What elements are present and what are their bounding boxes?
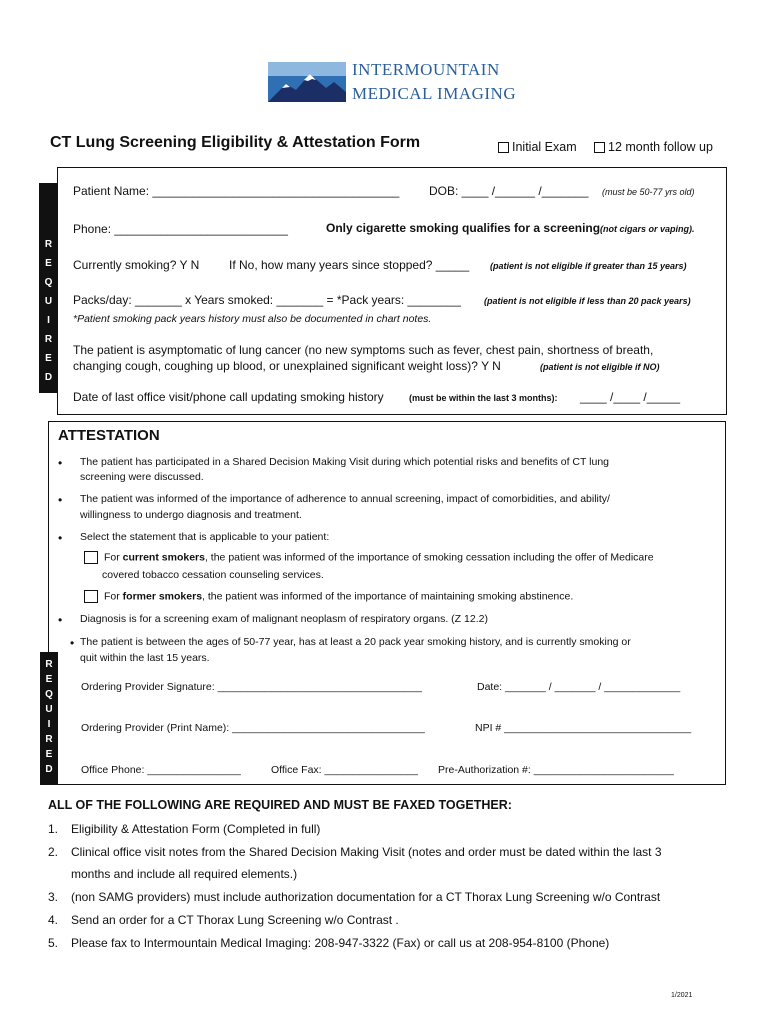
current-smoker-checkbox[interactable] bbox=[84, 551, 98, 564]
former-smoker-option[interactable]: For former smokers, the patient was informed of the importance of maintaining smoking abstinence. bbox=[84, 590, 573, 603]
pack-years-note: (patient is not eligible if less than 20 pack years) bbox=[484, 296, 691, 306]
current-smoker-option-line2: covered tobacco cessation counseling services. bbox=[102, 569, 324, 581]
currently-smoking-field[interactable]: Currently smoking? Y N bbox=[73, 258, 200, 272]
initial-exam-option[interactable] bbox=[498, 140, 577, 154]
bullet-dot: • bbox=[58, 493, 63, 507]
patient-name-field[interactable]: Patient Name: _____________________________________ bbox=[73, 184, 400, 198]
bullet-dot: • bbox=[70, 636, 75, 650]
pack-history-note: *Patient smoking pack years history must also be documented in chart notes. bbox=[73, 313, 432, 325]
requirement-num: 3. bbox=[48, 890, 59, 904]
required-sidebar-bottom bbox=[40, 652, 58, 785]
requirement-num: 5. bbox=[48, 936, 59, 950]
required-letter: R bbox=[45, 734, 53, 745]
attestation-item-3: Select the statement that is applicable to your patient: bbox=[80, 531, 330, 543]
requirement-num: 2. bbox=[48, 845, 59, 859]
dob-field[interactable]: DOB: ____ /______ /_______ bbox=[429, 184, 589, 198]
last-visit-note: (must be within the last 3 months): bbox=[409, 393, 558, 403]
provider-signature-field[interactable]: Ordering Provider Signature: ___________________________________ bbox=[81, 681, 422, 693]
preauthorization-field[interactable]: Pre-Authorization #: ________________________ bbox=[438, 764, 674, 776]
logo-mountain-icon bbox=[268, 62, 346, 102]
requirement-text: months and include all required elements.) bbox=[71, 867, 298, 881]
initial-exam-checkbox[interactable] bbox=[498, 142, 509, 153]
last-visit-date-field[interactable]: ____ /____ /_____ bbox=[580, 390, 681, 404]
requirement-num: 4. bbox=[48, 913, 59, 927]
provider-print-name-field[interactable]: Ordering Provider (Print Name): _________________________________ bbox=[81, 722, 425, 734]
dob-note: (must be 50-77 yrs old) bbox=[602, 187, 695, 197]
initial-exam-label: Initial Exam bbox=[512, 140, 577, 154]
former-smoker-checkbox[interactable] bbox=[84, 590, 98, 603]
required-letter: I bbox=[47, 315, 50, 326]
required-letter: E bbox=[45, 674, 53, 685]
follow-up-label: 12 month follow up bbox=[608, 140, 713, 154]
attestation-item-4: Diagnosis is for a screening exam of malignant neoplasm of respiratory organs. (Z 12.2) bbox=[80, 613, 488, 625]
required-letter: R bbox=[44, 239, 53, 250]
current-smoker-option[interactable]: For current smokers, the patient was informed of the importance of smoking cessation including the offer of Medicare bbox=[84, 551, 654, 564]
required-letter: E bbox=[45, 353, 52, 364]
required-letter: E bbox=[45, 749, 53, 760]
office-fax-field[interactable]: Office Fax: ________________ bbox=[271, 764, 418, 776]
bullet-dot: • bbox=[58, 613, 63, 627]
attestation-heading: ATTESTATION bbox=[58, 427, 160, 444]
required-letter: R bbox=[44, 334, 53, 345]
follow-up-checkbox[interactable] bbox=[594, 142, 605, 153]
requirement-text: Please fax to Intermountain Medical Imaging: 208-947-3322 (Fax) or call us at 208-954-8100 (Phone) bbox=[71, 936, 610, 950]
cigarette-only-notice: Only cigarette smoking qualifies for a screening bbox=[326, 221, 601, 235]
asymptomatic-question-line1: The patient is asymptomatic of lung cancer (no new symptoms such as fever, chest pain, shortness of breath, bbox=[73, 343, 654, 357]
requirement-text: Eligibility & Attestation Form (Completed in full) bbox=[71, 822, 321, 836]
eligibility-section bbox=[57, 167, 727, 415]
cigarette-note: (not cigars or vaping). bbox=[600, 224, 695, 234]
requirement-text: Send an order for a CT Thorax Lung Screening w/o Contrast . bbox=[71, 913, 399, 927]
attestation-item-1-line2: screening were discussed. bbox=[80, 471, 204, 483]
brand-name-line2: MEDICAL IMAGING bbox=[352, 84, 517, 103]
office-phone-field[interactable]: Office Phone: ________________ bbox=[81, 764, 241, 776]
footer-date: 1/2021 bbox=[671, 992, 693, 999]
pack-years-field[interactable]: Packs/day: _______ x Years smoked: _______ = *Pack years: ________ bbox=[73, 293, 461, 307]
signature-date-field[interactable]: Date: _______ / _______ / _____________ bbox=[477, 681, 681, 693]
last-visit-label: Date of last office visit/phone call updating smoking history bbox=[73, 390, 384, 404]
required-letter: Q bbox=[45, 689, 53, 700]
asymptomatic-note: (patient is not eligible if NO) bbox=[540, 362, 660, 372]
requirement-text: (non SAMG providers) must include authorization documentation for a CT Thorax Lung Screening w/o Contrast bbox=[71, 890, 661, 904]
follow-up-option[interactable] bbox=[594, 140, 713, 154]
requirement-num: 1. bbox=[48, 822, 59, 836]
required-letter: D bbox=[45, 764, 53, 775]
form-title: CT Lung Screening Eligibility & Attestation Form bbox=[50, 134, 421, 151]
brand-name-line1: INTERMOUNTAIN bbox=[352, 60, 500, 79]
required-letter: U bbox=[44, 296, 53, 307]
attestation-item-2-line2: willingness to undergo diagnosis and treatment. bbox=[80, 509, 302, 521]
required-letter: I bbox=[47, 719, 51, 730]
attestation-item-2-line1: The patient was informed of the importance of adherence to annual screening, impact of comorbidities, and ability/ bbox=[80, 493, 610, 505]
bullet-dot: • bbox=[58, 531, 63, 545]
years-stopped-field[interactable]: If No, how many years since stopped? _____ bbox=[229, 258, 470, 272]
requirements-heading: ALL OF THE FOLLOWING ARE REQUIRED AND MUST BE FAXED TOGETHER: bbox=[48, 798, 512, 812]
required-letter: U bbox=[45, 704, 53, 715]
required-sidebar-top bbox=[39, 183, 58, 393]
phone-field[interactable]: Phone: __________________________ bbox=[73, 222, 288, 236]
requirement-text: Clinical office visit notes from the Shared Decision Making Visit (notes and order must be dated within the last 3 bbox=[71, 845, 662, 859]
years-stopped-note: (patient is not eligible if greater than 15 years) bbox=[490, 261, 687, 271]
asymptomatic-question-line2[interactable]: changing cough, coughing up blood, or unexplained significant weight loss)? Y N bbox=[73, 359, 501, 373]
npi-field[interactable]: NPI # ________________________________ bbox=[475, 722, 692, 734]
attestation-item-1-line1: The patient has participated in a Shared Decision Making Visit during which potential risks and benefits of CT lung bbox=[80, 456, 609, 468]
required-letter: Q bbox=[44, 277, 53, 288]
bullet-dot: • bbox=[58, 456, 63, 470]
attestation-item-5-line2: quit within the last 15 years. bbox=[80, 652, 210, 664]
required-letter: E bbox=[45, 258, 52, 269]
required-letter: D bbox=[44, 372, 53, 383]
attestation-item-5-line1: The patient is between the ages of 50-77 year, has at least a 20 pack year smoking history, and is currently smoking or bbox=[80, 636, 631, 648]
required-letter: R bbox=[45, 659, 53, 670]
